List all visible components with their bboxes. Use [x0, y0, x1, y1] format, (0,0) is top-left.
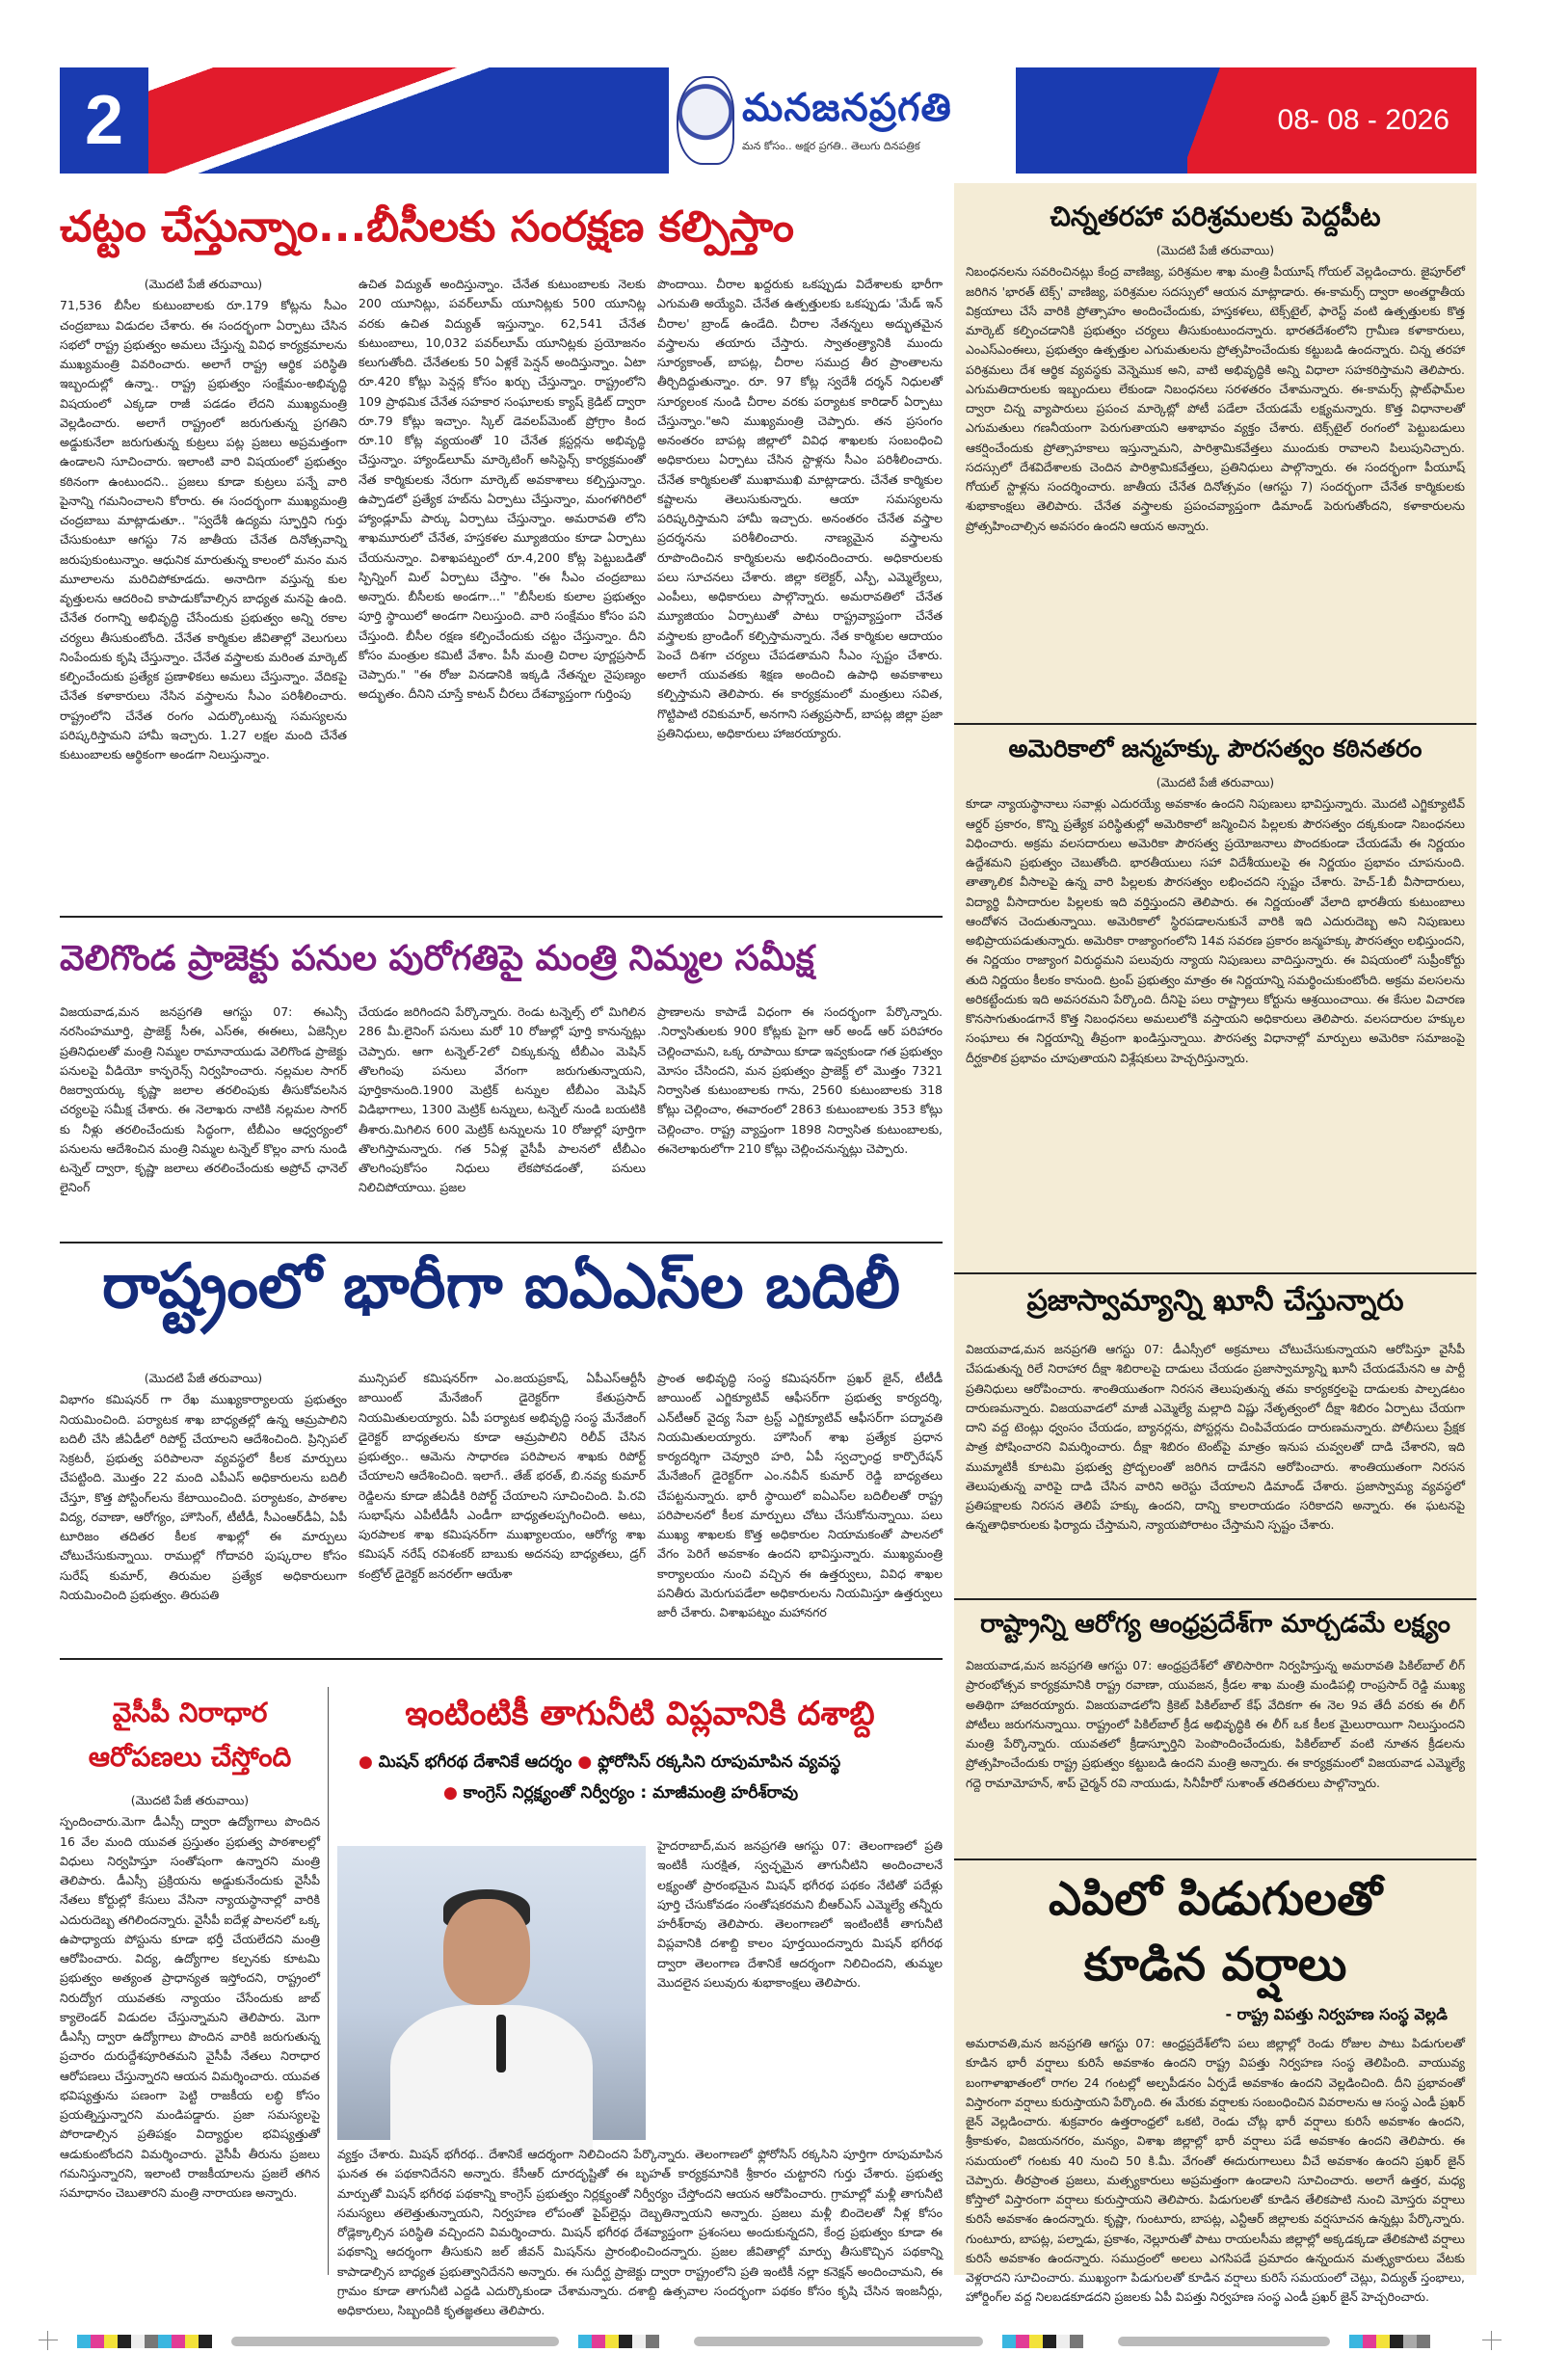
masthead-stripe-right: [1016, 67, 1476, 174]
continued-label: (మొదటి పేజీ తరువాయి): [144, 1371, 263, 1385]
side1-headline: చిన్నతరహా పరిశ్రమలకు పెద్దపీట: [1050, 201, 1381, 232]
gray-bar: [231, 2337, 559, 2346]
logo-name: మనజనప్రగతి: [742, 86, 952, 130]
masthead-stripe-left: [148, 67, 669, 174]
page-number: 2: [60, 67, 148, 174]
story5-photo: [337, 1846, 646, 2140]
story5-column-beside-photo: హైదరాబాద్,మన జనప్రగతి ఆగస్టు 07: తెలంగాణలో ప్రతి ఇంటికీ సురక్షిత, స్వచ్ఛమైన తాగునీటిని అందించాలనే లక్ష్యంతో ప్రారంభమైన మిషన్ భగీరథ పథకం నేటితో పదేళ్లు పూర్తి చేసుకోవడం సంతోషకరమని బీఆర్ఎస్ ఎమ్మెల్యే తన్నీరు హరీశ్‌రావు తెలిపారు. తెలంగాణలో ఇంటింటికీ తాగునీటి విప్లవానికి దశాబ్ది కాలం పూర్తయిందన్నారు మిషన్ భగీరథ ద్వారా తెలంగాణ దేశానికే ఆదర్శంగా నిలిచిందని, తుమ్మల మొదలైన పలువురు శుభాకాంక్షలు తెలిపారు.: [657, 1838, 943, 1990]
continued-label: (మొదటి పేజీ తరువాయి): [130, 1793, 250, 1807]
divider: [954, 1859, 1476, 1860]
story1-text-1: 71,536 బీసీల కుటుంబాలకు రూ.179 కోట్లను సీఎం చంద్రబాబు విడుదల చేశారు. ఈ సందర్భంగా ఏర్పాటు చేసిన సభలో రాష్ట్ర ప్రభుత్వం అమలు చేస్తున్న వివిధ కార్యక్రమాలను ముఖ్యమంత్రి వివరించారు. అలాగే రాష్ట్ర ఆర్థిక పరిస్థితి ఇబ్బందుల్లో ఉన్నా.. రాష్ట్ర ప్రభుత్వం సంక్షేమం-అభివృద్ధి విషయంలో ఎక్కడా రాజీ పడడం లేదని ముఖ్యమంత్రి వెల్లడించారు. అలాగే రాష్ట్రంలో జరుగుతున్న ప్రగతిని అడ్డుకునేలా జరుగుతున్న కుట్రలు పట్ల ప్రజలు అప్రమత్తంగా ఉండాలని సూచించారు. ఇలాంటి వారి విషయంలో ప్రభుత్వం కఠినంగా ఉంటుందని.. ప్రజలు కూడా కుట్రలు పన్నే వారి పైనాన్ని గమనించాలని కోరారు. ఈ సందర్భంగా ముఖ్యమంత్రి చంద్రబాబు మాట్లాడుతూ.. "స్వదేశీ ఉద్యమ స్ఫూర్తిని గుర్తు చేసుకుంటూ ఆగస్టు 7న జాతీయ చేనేత దినోత్సవాన్ని జరుపుకుంటున్నాం. ఆధునిక మారుతున్న కాలంలో మనం మన మూలాలను మరిచిపోకూడదు. అనాదిగా వస్తున్న కుల వృత్తులను ఆదరించి కాపాడుకోవాల్సిన బాధ్యత మనపై ఉంది. చేనేత రంగాన్ని అభివృద్ధి చేసేందుకు ప్రభుత్వం అన్ని రకాల చర్యలు తీసుకుంటోంది. చేనేత కార్మికుల జీవితాల్లో వెలుగులు నింపేందుకు కృషి చేస్తున్నాం. చేనేత వస్త్రాలకు మరింత మార్కెట్ కల్పించేందుకు ప్రత్యేక ప్రణాళికలు అమలు చేస్తున్నాం. వేదికపై చేనేత కళాకారులు నేసిన వస్త్రాలను సీఎం పరిశీలించారు. రాష్ట్రంలోని చేనేత రంగం ఎదుర్కొంటున్న సమస్యలను పరిష్కరిస్తామని హామీ ఇచ్చారు. 1.27 లక్షల మంది చేనేత కుటుంబాలకు ఆర్థికంగా అండగా నిలుస్తున్నాం.: [60, 298, 347, 762]
masthead: [60, 67, 1476, 174]
side4-body: విజయవాడ,మన జనప్రగతి ఆగస్టు 07: ఆంధ్రప్రదేశ్‌లో తొలిసారిగా నిర్వహిస్తున్న అమరావతి పికిల్‌బాల్ లీగ్ ప్రారంభోత్సవ కార్యక్రమానికి రాష్ట్ర రవాణా, యువజన, క్రీడల శాఖ మంత్రి మండిపల్లి రాంప్రసాద్ రెడ్డి ముఖ్య అతిథిగా హాజరయ్యారు. విజయవాడలోని క్రికెట్ పికిల్‌బాల్ కేఫ్ వేదికగా ఈ నెల 9వ తేదీ వరకు ఈ లీగ్ పోటీలు జరుగనున్నాయి. రాష్ట్రంలో పికిల్‌బాల్ క్రీడ అభివృద్ధికి ఈ లీగ్ ఒక కీలక మైలురాయిగా నిలుస్తుందని మంత్రి పేర్కొన్నారు. యువతలో క్రీడాస్ఫూర్తిని పెంపొందించేందుకు, పికిల్‌బాల్ వంటి నూతన క్రీడలను ప్రోత్సహించేందుకు రాష్ట్ర ప్రభుత్వం కట్టుబడి ఉందని మంత్రి అన్నారు. ఈ కార్యక్రమంలో విజయవాడ ఎమ్మెల్యే గద్దె రామామోహన్, శాప్ చైర్మన్ రవి నాయుడు, సినీహీరో సుశాంత్ తదితరులు పాల్గొన్నారు.: [966, 1658, 1465, 1790]
registration-mark-icon: [39, 2331, 58, 2350]
side1-text: నిబంధనలను సవరించినట్లు కేంద్ర వాణిజ్య, పరిశ్రమల శాఖ మంత్రి పీయూష్ గోయల్ వెల్లడించారు. జైపూర్‌లో జరిగిన 'భారత్ టెక్స్' వాణిజ్య, పరిశ్రమల సదస్సులో ఆయన మాట్లాడారు. ఈ-కామర్స్ ద్వారా అంతర్జాతీయ విక్రయాలు చేసే వారికి ప్రోత్సాహం అందించేందుకు, హస్తకళలు, టెక్స్‌టైల్, ఫారెస్ట్ వంటి ఉత్పత్తులకు కొత్త మార్కెట్ కల్పించడానికి ప్రభుత్వం చర్యలు తీసుకుంటుందన్నారు. భారతదేశంలోని గ్రామీణ కళాకారులు, ఎంఎస్ఎంఈలు, ప్రభుత్వం ఉత్పత్తుల ఎగుమతులను ప్రోత్సహించేందుకు కట్టుబడి ఉందన్నారు. చిన్న తరహా పరిశ్రమలు దేశ ఆర్థిక వ్యవస్థకు వెన్నెముక అని, వాటి అభివృద్ధికి అన్ని విధాలా సహకరిస్తామని తెలిపారు. ఎగుమతిదారులకు ఇబ్బందులు లేకుండా నిబంధనలు సరళతరం చేశామన్నారు. ఈ-కామర్స్ ప్లాట్‌ఫామ్‌ల ద్వారా చిన్న వ్యాపారులు ప్రపంచ మార్కెట్లో పోటీ పడేలా చేయడమే లక్ష్యమన్నారు. కొత్త విధానాలతో ఎగుమతులు గణనీయంగా పెరుగుతాయని ఆశాభావం వ్యక్తం చేశారు. టెక్స్‌టైల్ రంగంలో పెట్టుబడులు ఆకర్షించేందుకు ప్రోత్సాహకాలు ఇస్తున్నామని, పారిశ్రామికవేత్తలు ముందుకు రావాలని పిలుపునిచ్చారు. సదస్సులో దేశవిదేశాలకు చెందిన పారిశ్రామికవేత్తలు, ప్రతినిధులు పాల్గొన్నారు. ఈ సందర్భంగా పీయూష్ గోయల్ స్టాళ్లను సందర్శించారు. జాతీయ చేనేత దినోత్సవం (ఆగస్టు 7) సందర్భంగా చేనేత కార్మికులకు శుభాకాంక్షలు తెలిపారు. చేనేత వస్త్రాలకు ప్రపంచవ్యాప్తంగా డిమాండ్ పెరుగుతోందని, కళాకారులను ప్రోత్సహించాల్సిన అవసరం ఉందని ఆయన అన్నారు.: [966, 264, 1465, 533]
divider: [954, 1598, 1476, 1600]
story2-column-1: విజయవాడ,మన జనప్రగతి ఆగస్టు 07: ఈఎన్సీ నరసింహమూర్తి, ప్రాజెక్ట్ సీఈ, ఎస్ఈ, ఈఈలు, ఏజెన్సీల ప్రతినిధులతో మంత్రి నిమ్మల రామానాయుడు వెలిగొండ ప్రాజెక్టు పనులపై వీడియో కాన్ఫరెన్స్ నిర్వహించారు. నల్లమల సాగర్ రిజర్వాయర్కు కృష్ణా జలాల తరలింపుకు తీసుకోవలసిన చర్యలపై సమీక్ష చేశారు. ఈ నెలాఖరు నాటికి నల్లమల సాగర్ కు నీళ్లు తరలించేందుకు సిద్ధంగా, టీబీఎం ఆధ్వర్యంలో పనులను ఆదేశించిన మంత్రి నిమ్మల టన్నెల్ కొల్లం వాగు నుండి టన్నెల్ ద్వారా, కృష్ణా జలాలు తరలించేందుకు అప్రోచ్ ఛానెల్ లైనింగ్: [60, 1004, 347, 1195]
divider: [60, 916, 943, 918]
side5-body: అమరావతి,మన జనప్రగతి ఆగస్టు 07: ఆంధ్రప్రదేశ్‌లోని పలు జిల్లాల్లో రెండు రోజుల పాటు పిడుగులతో కూడిన భారీ వర్షాలు కురిసే అవకాశం ఉందని రాష్ట్ర విపత్తు నిర్వహణ సంస్థ తెలిపింది. వాయువ్య బంగాళాఖాతంలో రాగల 24 గంటల్లో అల్పపీడనం ఏర్పడే అవకాశం ఉందని వెల్లడించింది. దీని ప్రభావంతో విస్తారంగా వర్షాలు కురుస్తాయని పేర్కొంది. ఈ మేరకు వర్షాలకు సంబంధించిన వివరాలను ఆ సంస్థ ఎండీ ప్రఖర్ జైన్ వెల్లడించారు. శుక్రవారం ఉత్తరాంధ్రలో ఒకటి, రెండు చోట్ల భారీ వర్షాలు కురిసే అవకాశం ఉందని, శ్రీకాకుళం, విజయనగరం, మన్యం, విశాఖ జిల్లాల్లో భారీ వర్షాలు పడే అవకాశం ఉందని తెలిపారు. ఈ సమయంలో గంటకు 40 నుంచి 50 కి.మీ. వేగంతో ఈదురుగాలులు వీచే అవకాశం ఉందని ప్రఖర్ జైన్ చెప్పారు. తీరప్రాంత ప్రజలు, మత్స్యకారులు అప్రమత్తంగా ఉండాలని సూచించారు. అలాగే ఉత్తర, మధ్య కోస్తాలో విస్తారంగా వర్షాలు కురుస్తాయని తెలిపారు. పిడుగులతో కూడిన తేలికపాటి నుంచి మోస్తరు వర్షాలు కురిసే అవకాశం ఉందన్నారు. కృష్ణా, గుంటూరు, బాపట్ల, ఎన్టీఆర్ జిల్లాలకు వర్షసూచన ఉన్నట్లు పేర్కొన్నారు. గుంటూరు, బాపట్ల, పల్నాడు, ప్రకాశం, నెల్లూరుతో పాటు రాయలసీమ జిల్లాల్లో అక్కడక్కడా తేలికపాటి వర్షాలు కురిసే అవకాశం ఉందన్నారు. సముద్రంలో అలలు ఎగసిపడే ప్రమాదం ఉన్నందున మత్స్యకారులు వేటకు వెళ్లరాదని సూచించారు. ముఖ్యంగా పిడుగులతో కూడిన వర్షాలు కురిసే సమయంలో చెట్లు, విద్యుత్ స్తంభాలు, హోర్డింగ్‌ల వద్ద నిలబడకూడదని ప్రజలకు ఏపీ విపత్తు నిర్వహణ సంస్థ ఎండీ ప్రఖర్ జైన్ హెచ్చరించారు.: [966, 2036, 1465, 2305]
print-registration-bar: [39, 2331, 1503, 2352]
side5-headline-line-2: కూడిన వర్షాలు: [1083, 1938, 1347, 1992]
story4-text: స్పందించారు.మెగా డీఎస్సీ ద్వారా ఉద్యోగాలు పొందిన 16 వేల మంది యువత ప్రస్తుతం ప్రభుత్వ పాఠశాలల్లో విధులు నిర్వహిస్తూ సంతోషంగా ఉన్నారని మంత్రి తెలిపారు. డీఎస్సీ ప్రక్రియను అడ్డుకునేందుకు వైసీపీ నేతలు కోర్టుల్లో కేసులు వేసినా న్యాయస్థానాల్లో వారికి ఎదురుదెబ్బ తగిలిందన్నారు. వైసీపీ ఐదేళ్ల పాలనలో ఒక్క ఉపాధ్యాయ పోస్టును కూడా భర్తీ చేయలేదని మంత్రి ఆరోపించారు. విద్య, ఉద్యోగాల కల్పనకు కూటమి ప్రభుత్వం అత్యంత ప్రాధాన్యత ఇస్తోందని, రాష్ట్రంలో నిరుద్యోగ యువతకు న్యాయం చేసేందుకు జాబ్ క్యాలెండర్ విడుదల చేస్తున్నామని తెలిపారు. మెగా డీఎస్సీ ద్వారా ఉద్యోగాలు పొందిన వారికి జరుగుతున్న ప్రచారం దురుద్దేశపూరితమని వైసీపీ నేతలు నిరాధార ఆరోపణలు చేస్తున్నారని ఆయన విమర్శించారు. యువత భవిష్యత్తును పణంగా పెట్టి రాజకీయ లబ్ధి కోసం ప్రయత్నిస్తున్నారని మండిపడ్డారు. ప్రజా సమస్యలపై పోరాడాల్సిన ప్రతిపక్షం విద్యార్థుల భవిష్యత్తుతో ఆడుకుంటోందని విమర్శించారు. వైసీపీ తీరును ప్రజలు గమనిస్తున్నారని, ఇలాంటి రాజకీయాలను ప్రజలే తగిన సమాధానం చెబుతారని మంత్రి నారాయణ అన్నారు.: [60, 1814, 320, 2200]
side3-headline: ప్రజాస్వామ్యాన్ని ఖూనీ చేస్తున్నారు: [1026, 1284, 1404, 1318]
story5-body: వ్యక్తం చేశారు. మిషన్ భగీరథ.. దేశానికే ఆదర్శంగా నిలిచిందని పేర్కొన్నారు. తెలంగాణలో ఫ్లోరోసిస్ రక్కసిని పూర్తిగా రూపుమాపిన ఘనత ఈ పథకానిదేనని అన్నారు. కేసీఆర్ దూరదృష్టితో ఈ బృహత్ కార్యక్రమానికి శ్రీకారం చుట్టారని గుర్తు చేశారు. ప్రభుత్వ మార్పుతో మిషన్ భగీరథ పథకాన్ని కాంగ్రెస్ ప్రభుత్వం నిర్లక్ష్యంతో నిర్వీర్యం చేస్తోందని ఆయన ఆరోపించారు. గ్రామాల్లో మళ్లీ తాగునీటి సమస్యలు తలెత్తుతున్నాయని, నిర్వహణ లోపంతో పైప్‌లైన్లు దెబ్బతిన్నాయని అన్నారు. ప్రజలు మళ్లీ బిందెలతో నీళ్ల కోసం రోడ్లెక్కాల్సిన పరిస్థితి వచ్చిందని విమర్శించారు. మిషన్ భగీరథ దేశవ్యాప్తంగా ప్రశంసలు అందుకున్నదని, కేంద్ర ప్రభుత్వం కూడా ఈ పథకాన్ని ఆదర్శంగా తీసుకుని జల్ జీవన్ మిషన్‌ను ప్రారంభించిందన్నారు. ప్రజల జీవితాల్లో మార్పు తీసుకొచ్చిన పథకాన్ని కాపాడాల్సిన బాధ్యత ప్రభుత్వానిదేనని అన్నారు. ఈ సుదీర్ఘ ప్రాజెక్టు ద్వారా రాష్ట్రంలోని ప్రతి ఇంటికీ నల్లా కనెక్షన్ అందించామని, ఈ గ్రామం కూడా తాగునీటి ఎద్దడి ఎదుర్కొకుండా చేశామన్నారు. దశాబ్ది ఉత్సవాల సందర్భంగా పథకం కోసం కృషి చేసిన ఇంజనీర్లు, అధికారులు, సిబ్బందికి కృతజ్ఞతలు తెలిపారు.: [337, 2147, 943, 2317]
story1-column-1: [60, 275, 347, 911]
divider: [60, 1242, 943, 1243]
side2-text: కూడా న్యాయస్థానాలు సవాళ్లు ఎదురయ్యే అవకాశం ఉందని నిపుణులు భావిస్తున్నారు. మొదటి ఎగ్జిక్యూటివ్ ఆర్డర్ ప్రకారం, కొన్ని ప్రత్యేక పరిస్థితుల్లో అమెరికాలో జన్మించిన పిల్లలకు పౌరసత్వం దక్కకుండా నిబంధనలు విధించారు. అక్రమ వలసదారులు అమెరికా పౌరసత్వ ప్రయోజనాలు పొందకుండా చేయడమే ఈ నిర్ణయం ఉద్దేశమని ప్రభుత్వం చెబుతోంది. భారతీయులు సహా విదేశీయులపై ఈ నిర్ణయం ప్రభావం చూపనుంది. తాత్కాలిక వీసాలపై ఉన్న వారి పిల్లలకు పౌరసత్వం లభించదని స్పష్టం చేశారు. హెచ్-1బీ వీసాదారులు, విద్యార్థి వీసాదారుల పిల్లలకు ఇది వర్తిస్తుందని తెలిపారు. ఈ నిర్ణయంతో వేలాది భారతీయ కుటుంబాలు ఆందోళన చెందుతున్నాయి. అమెరికాలో స్థిరపడాలనుకునే వారికి ఇది ఎదురుదెబ్బ అని నిపుణులు అభిప్రాయపడుతున్నారు. అమెరికా రాజ్యాంగంలోని 14వ సవరణ ప్రకారం జన్మహక్కు పౌరసత్వం లభిస్తుందని, ఈ నిర్ణయం రాజ్యాంగ విరుద్ధమని పలువురు న్యాయ నిపుణులు వాదిస్తున్నారు. ఈ విషయంలో సుప్రీంకోర్టు తుది నిర్ణయం కీలకం కానుంది. ట్రంప్ ప్రభుత్వం మాత్రం ఈ నిర్ణయాన్ని సమర్థించుకుంటోంది. అక్రమ వలసలను అరికట్టేందుకు ఇది అవసరమని పేర్కొంది. దీనిపై పలు రాష్ట్రాలు కోర్టును ఆశ్రయించాయి. ఈ కేసుల విచారణ కొనసాగుతుండగానే కొత్త నిబంధనలు అమలులోకి వస్తాయని అధికారులు తెలిపారు. వలసదారుల హక్కుల సంఘాలు ఈ నిర్ణయాన్ని తీవ్రంగా ఖండిస్తున్నాయి. పౌరసత్వ విధానాల్లో మార్పులు అమెరికా సమాజంపై దీర్ఘకాలిక ప్రభావం చూపుతాయని విశ్లేషకులు హెచ్చరిస్తున్నారు.: [966, 796, 1465, 1065]
story2-column-3: ప్రాణాలను కాపాడే విధంగా ఈ సందర్భంగా పేర్కొన్నారు. .నిర్వాసితులకు 900 కోట్లకు పైగా ఆర్ అండ్ ఆర్ పరిహారం చెల్లించామని, ఒక్క రూపాయి కూడా ఇవ్వకుండా గత ప్రభుత్వం మోసం చేసిందని, మన ప్రభుత్వం ప్రాజెక్ట్ లో మొత్తం 7321 నిర్వాసిత కుటుంబాలకు గాను, 2560 కుటుంబాలకు 318 కోట్లు చెల్లించాం, ఈవారంలో 2863 కుటుంబాలకు 353 కోట్లు చెల్లించాం. రాష్ట్ర వ్యాప్తంగా 1898 నిర్వాసిత కుటుంబాలకు, ఈనెలాఖరులోగా 210 కోట్లు చెల్లించనున్నట్లు చెప్పారు.: [657, 1004, 943, 1156]
bullet-icon: ●: [443, 1783, 458, 1803]
column-divider: [328, 1687, 329, 2275]
color-swatches: [578, 2335, 659, 2348]
bullet-icon: ●: [577, 1752, 593, 1772]
side5-byline: - రాష్ట్ర విపత్తు నిర్వహణ సంస్థ వెల్లడి: [1225, 2005, 1448, 2023]
divider: [954, 1272, 1476, 1274]
story1-column-2: ఉచిత విద్యుత్ అందిస్తున్నాం. చేనేత కుటుంబాలకు నెలకు 200 యూనిట్లు, పవర్‌లూమ్ యూనిట్లకు 500 యూనిట్ల వరకు ఉచిత విద్యుత్ ఇస్తున్నాం. 62,541 చేనేత కుటుంబాలు, 10,032 పవర్‌లూమ్ యూనిట్లకు ప్రయోజనం కలుగుతోంది. చేనేతలకు 50 ఏళ్లకే పెన్షన్ అందిస్తున్నాం. ఏటా రూ.420 కోట్లు పెన్షన్ల కోసం ఖర్చు చేస్తున్నాం. రాష్ట్రంలోని 109 ప్రాథమిక చేనేత సహకార సంఘాలకు క్యాష్ క్రెడిట్ ద్వారా రూ.79 కోట్లు ఇచ్చాం. స్కిల్ డెవలప్‌మెంట్ ప్రోగ్రాం కింద రూ.10 కోట్ల వ్యయంతో 10 చేనేత క్లస్టర్లను అభివృద్ధి చేస్తున్నాం. హ్యాండ్‌లూమ్ మార్కెటింగ్ అసిస్టెన్స్ కార్యక్రమంతో నేత కార్మికులకు నేరుగా మార్కెట్ అవకాశాలు కల్పిస్తున్నాం. ఉప్పాడలో ప్రత్యేక హబ్‌ను ఏర్పాటు చేస్తున్నాం, మంగళగిరిలో హ్యాండ్లూమ్ పార్కు ఏర్పాటు చేస్తున్నాం. అమరావతి లోని శాఖమూరులో చేనేత, హస్తకళల మ్యూజియం కూడా ఏర్పాటు చేయనున్నాం. విశాఖపట్నంలో రూ.4,200 కోట్ల పెట్టుబడితో స్పిన్నింగ్ మిల్ ఏర్పాటు చేస్తాం. "ఈ సీఎం చంద్రబాబు అన్నారు. బీసీలకు అండగా..." "బీసీలకు కులాల ప్రభుత్వం పూర్తి స్థాయిలో అండగా నిలుస్తుంది. వారి సంక్షేమం కోసం పని చేస్తుంది. బీసీల రక్షణ కల్పించేందుకు చట్టం చేస్తున్నాం. దీని కోసం మంత్రుల కమిటీ వేశాం. పీసీ మంత్రి చిరాల పూర్ణప్రసాద్ చెప్పారు." "ఈ రోజు వినడానికి ఇక్కడి నేతన్నల నైపుణ్యం అద్భుతం. దీనిని చూస్తే కాటన్ చీరలు దేశవ్యాప్తంగా గుర్తింపు: [359, 277, 646, 702]
issue-date: 08- 08 - 2026: [1277, 104, 1449, 136]
logo-tagline: మన కోసం.. అక్షర ప్రగతి.. తెలుగు దినపత్రిక: [742, 140, 920, 152]
side3-body: విజయవాడ,మన జనప్రగతి ఆగస్టు 07: డీఎస్సీలో అక్రమాలు చోటుచేసుకున్నాయని ఆరోపిస్తూ వైసీపీ చేపడుతున్న రిలే నిరాహార దీక్షా శిబిరాలపై దాడులు చేయడం ప్రజాస్వామ్యాన్ని ఖూనీ చేయడమేనని ఆ పార్టీ ప్రతినిధులు ఆరోపించారు. శాంతియుతంగా నిరసన తెలుపుతున్న తమ కార్యకర్తలపై దాడులకు పాల్పడటం దారుణమన్నారు. విజయవాడలో మాజీ ఎమ్మెల్యే మల్లాది విష్ణు నేతృత్వంలో దీక్షా శిబిరం ఏర్పాటు చేయగా దాని వద్ద టెంట్లు ధ్వంసం చేయడం, బ్యానర్లను, పోస్టర్లను చింపివేయడం దారుణమన్నారు. పోలీసులు ప్రేక్షక పాత్ర పోషించారని విమర్శించారు. దీక్షా శిబిరం టెంట్‌పై మాత్రం ఇనుప చువ్వలతో దాడి చేశారని, ఇది ముమ్మాటికీ కూటమి ప్రభుత్వ ప్రోద్బలంతో జరిగిన దాడేనని ఆరోపించారు. శాంతియుతంగా నిరసన తెలుపుతున్న వారిపై దాడి చేసిన వారిని అరెస్టు చేయాలని డిమాండ్ చేశారు. ప్రజాస్వామ్య వ్యవస్థలో ప్రతిపక్షాలకు నిరసన తెలిపే హక్కు ఉందని, దాన్ని కాలరాయడం సరికాదని అన్నారు. ఈ ఘటనపై ఉన్నతాధికారులకు ఫిర్యాదు చేస్తామని, న్యాయపోరాటం చేస్తామని స్పష్టం చేశారు.: [966, 1342, 1465, 1533]
side2-headline: అమెరికాలో జన్మహక్కు పౌరసత్వం కఠినతరం: [1008, 735, 1422, 762]
story5-subhead-1: ● మిషన్ భగీరథ దేశానికే ఆదర్శం ● ఫ్లోరోసిస్ రక్కసిని రూపుమాపిన వ్యవస్థ: [359, 1752, 841, 1772]
story4-column: [60, 1791, 320, 2273]
story3-headline: రాష్ట్రంలో భారీగా ఐఏఎస్‌ల బదిలీ: [101, 1251, 901, 1323]
story1-headline: చట్టం చేస్తున్నాం...బీసీలకు సంరక్షణ కల్పిస్తాం: [60, 202, 794, 252]
story2-column-2: చేయడం జరిగిందని పేర్కొన్నారు. రెండు టన్నెల్స్ లో మిగిలిన 286 మీ.లైనింగ్ పనులు మరో 10 రోజుల్లో పూర్తి కానున్నట్లు చెప్పారు. ఆగా టన్నెల్-2లో చిక్కుకున్న టీబీఎం మెషిన్ తొలగింపు పనులు వేగంగా జరుగుతున్నాయని, పూర్తికానుంది.1900 మెట్రిక్ టన్నుల టీబీఎం మెషిన్ విడిభాగాలు, 1300 మెట్రిక్ టన్నులు, టన్నెల్ నుండి బయటికి తీశారు.మిగిలిన 600 మెట్రిక్ టన్నులను 10 రోజుల్లో పూర్తిగా తొలగిస్తామన్నారు. గత 5ఏళ్ల వైసీపీ పాలనలో టీబీఎం తొలగింపుకోసం నిధులు లేకపోవడంతో, పనులు నిలిచిపోయాయి. ప్రజల: [359, 1004, 646, 1195]
story4-headline-line-1: వైసీపీ నిరాధార: [112, 1697, 268, 1728]
continued-label: (మొదటి పేజీ తరువాయి): [1156, 243, 1275, 257]
gray-bar: [1118, 2337, 1330, 2346]
continued-label: (మొదటి పేజీ తరువాయి): [144, 277, 263, 291]
color-swatches: [77, 2335, 212, 2348]
logo-portrait-icon: [677, 76, 734, 165]
bullet-icon: ●: [359, 1752, 373, 1772]
story4-headline-line-2: ఆరోపణలు చేస్తోంది: [88, 1741, 292, 1773]
gray-bar: [694, 2337, 983, 2346]
divider: [60, 1658, 943, 1660]
story3-text-1: విభాగం కమిషనర్ గా రేఖ ముఖ్యకార్యాలయ ప్రభుత్వం నియమించింది. పర్యాటక శాఖ బాధ్యతల్లో ఉన్న ఆమ్రపాలిని బదిలీ చేసి జీఏడీలో రిపోర్ట్ చేయాలని ఆదేశించింది. ప్రిన్సిపల్ సెక్రటరీ, ప్రభుత్వ పరిపాలనా వ్యవస్థలో కీలక మార్పులు చేపట్టింది. మొత్తం 22 మంది ఎపీఎస్ అధికారులను బదిలీ చేస్తూ, కొత్త పోస్టింగ్‌లను కేటాయించింది. పర్యాటకం, పాఠశాల విద్య, రవాణా, ఆరోగ్యం, హౌసింగ్, టీటీడీ, సీఎంఆర్‌డీఏ, ఏపీ టూరిజం తదితర కీలక శాఖల్లో ఈ మార్పులు చోటుచేసుకున్నాయి. రాముల్లో గోదావరి పుష్కరాల కోసం సురేష్ కుమార్, తిరుమల ప్రత్యేక అధికారులుగా నియమించింది ప్రభుత్వం. తిరుపతి: [60, 1392, 347, 1602]
side1-body: [966, 241, 1465, 713]
color-swatches: [1002, 2335, 1083, 2348]
story3-column-1: [60, 1369, 347, 1648]
newspaper-logo: [669, 67, 1016, 174]
story5-subhead-2: ● కాంగ్రెస్ నిర్లక్ష్యంతో నిర్వీర్యం : మాజీమంత్రి హరీశ్‌రావు: [443, 1783, 799, 1803]
right-sidebar: [954, 183, 1476, 2305]
story3-column-3: ప్రాంత అభివృద్ధి సంస్థ కమిషనర్‌గా ప్రఖర్ జైన్, టీటీడీ జాయింట్ ఎగ్జిక్యూటివ్ ఆఫీసర్‌గా ప్రభుత్వ కార్యదర్శి, ఎన్‌టీఆర్ వైద్య సేవా ట్రస్ట్ ఎగ్జిక్యూటివ్ ఆఫీసర్‌గా పద్మావతి నియమితులయ్యారు. హౌసింగ్ శాఖ ప్రత్యేక ప్రధాన కార్యదర్శిగా చెవ్వూరి హరి, ఏపీ స్వచ్ఛాంధ్ర కార్పొరేషన్ మేనేజింగ్ డైరెక్టర్‌గా ఎం.నవీన్ కుమార్ రెడ్డి బాధ్యతలు చేపట్టనున్నారు. భారీ స్థాయిలో ఐఏఎస్‌ల బదిలీలతో రాష్ట్ర పరిపాలనలో కీలక మార్పులు చోటు చేసుకోనున్నాయి. పలు ముఖ్య శాఖలకు కొత్త అధికారుల నియామకంతో పాలనలో వేగం పెరిగే అవకాశం ఉందని భావిస్తున్నారు. ముఖ్యమంత్రి కార్యాలయం నుంచి వచ్చిన ఈ ఉత్తర్వులు, వివిధ శాఖల పనితీరు మెరుగుపడేలా అధికారులను నియమిస్తూ ఉత్తర్వులు జారీ చేశారు. విశాఖపట్నం మహానగర: [657, 1371, 943, 1619]
side2-body: [966, 773, 1465, 1263]
side5-headline-line-1: ఎపిలో పిడుగులతో: [1048, 1872, 1383, 1926]
registration-mark-icon: [1482, 2331, 1502, 2350]
color-swatches: [1349, 2335, 1430, 2348]
side4-headline: రాష్ట్రాన్ని ఆరోగ్య ఆంధ్రప్రదేశ్‌గా మార్చడమే లక్ష్యం: [980, 1610, 1450, 1639]
story1-column-3: పొందాయి. చీరాల ఖద్దరుకు ఒకప్పుడు విదేశాలకు భారీగా ఎగుమతి అయ్యేవి. చేనేత ఉత్పత్తులకు ఒకప్పుడు 'మేడ్ ఇన్ చీరాల' బ్రాండ్ ఉండేది. చీరాల నేతన్నలు అద్భుతమైన వస్త్రాలను తయారు చేస్తారు. స్వాతంత్ర్యానికి ముందు సూర్యకాంత్, బాపట్ల, చీరాల సముద్ర తీర ప్రాంతాలను తీర్చిదిద్దుతున్నాం. రూ. 97 కోట్ల స్వదేశీ దర్శన్ నిధులతో సూర్యలంక నుండి చీరాల వరకు పర్యాటక కారిడార్ ఏర్పాటు చేస్తున్నాం."అని ముఖ్యమంత్రి చెప్పారు. తన ప్రసంగం అనంతరం బాపట్ల జిల్లాలో వివిధ శాఖలకు సంబంధించి అధికారులు ఏర్పాటు చేసిన స్టాళ్లను సీఎం పరిశీలించారు. చేనేత కార్మికులతో ముఖాముఖి మాట్లాడారు. చేనేత కార్మికుల కష్టాలను తెలుసుకున్నారు. ఆయా సమస్యలను పరిష్కరిస్తామని హామీ ఇచ్చారు. అనంతరం చేనేత వస్త్రాల ప్రదర్శనను పరిశీలించారు. నాణ్యమైన వస్త్రాలను రూపొందించిన కార్మికులను అభినందించారు. అధికారులకు పలు సూచనలు చేశారు. జిల్లా కలెక్టర్, ఎస్పీ, ఎమ్మెల్యేలు, ఎంపీలు, అధికారులు పాల్గొన్నారు. అమరావతిలో చేనేత మ్యూజియం ఏర్పాటుతో పాటు రాష్ట్రవ్యాప్తంగా చేనేత వస్త్రాలకు బ్రాండింగ్ కల్పిస్తామన్నారు. నేత కార్మికుల ఆదాయం పెంచే దిశగా చర్యలు చేపడతామని సీఎం స్పష్టం చేశారు. అలాగే యువతకు శిక్షణ అందించి ఉపాధి అవకాశాలు కల్పిస్తామని తెలిపారు. ఈ కార్యక్రమంలో మంత్రులు సవిత, గొట్టిపాటి రవికుమార్, అనగాని సత్యప్రసాద్, బాపట్ల జిల్లా ప్రజా ప్రతినిధులు, అధికారులు హాజరయ్యారు.: [657, 277, 943, 740]
divider: [954, 723, 1476, 725]
story2-headline: వెలిగొండ ప్రాజెక్టు పనుల పురోగతిపై మంత్రి నిమ్మల సమీక్ష: [60, 939, 814, 978]
continued-label: (మొదటి పేజీ తరువాయి): [1156, 775, 1275, 789]
story5-headline: ఇంటింటికీ తాగునీటి విప్లవానికి దశాబ్ది: [405, 1695, 875, 1733]
story3-column-2: మున్సిపల్ కమిషనర్‌గా ఎం.జయప్రకాష్, ఏపీఎస్‌ఆర్టీసీ జాయింట్ మేనేజింగ్ డైరెక్టర్‌గా కేతుప్రసాద్ నియమితులయ్యారు. ఏపీ పర్యాటక అభివృద్ధి సంస్థ మేనేజింగ్ డైరెక్టర్ బాధ్యతలను కూడా ఆమ్రపాలిని రిలీవ్ చేసిన ప్రభుత్వం.. ఆమెను సాధారణ పరిపాలన శాఖకు రిపోర్ట్ చేయాలని ఆదేశించింది. ఇలాగే.. తేజ్ భరత్, బి.నవ్య కుమార్ రెడ్డిలను కూడా జీఏడీకి రిపోర్ట్ చేయాలని సూచించింది. పి.రవి సుభాష్‌ను ఎపీటీడీసీ ఎండీగా బాధ్యతలప్పగించింది. అటు, పురపాలక శాఖ కమిషనర్‌గా ముఖ్యాలయం, ఆరోగ్య శాఖ కమిషన్ నరేష్ రవిశంకర్ బాబుకు అదనపు బాధ్యతలు, డ్రగ్ కంట్రోల్ డైరెక్టర్ జనరల్‌గా ఆయేశా: [359, 1371, 646, 1581]
